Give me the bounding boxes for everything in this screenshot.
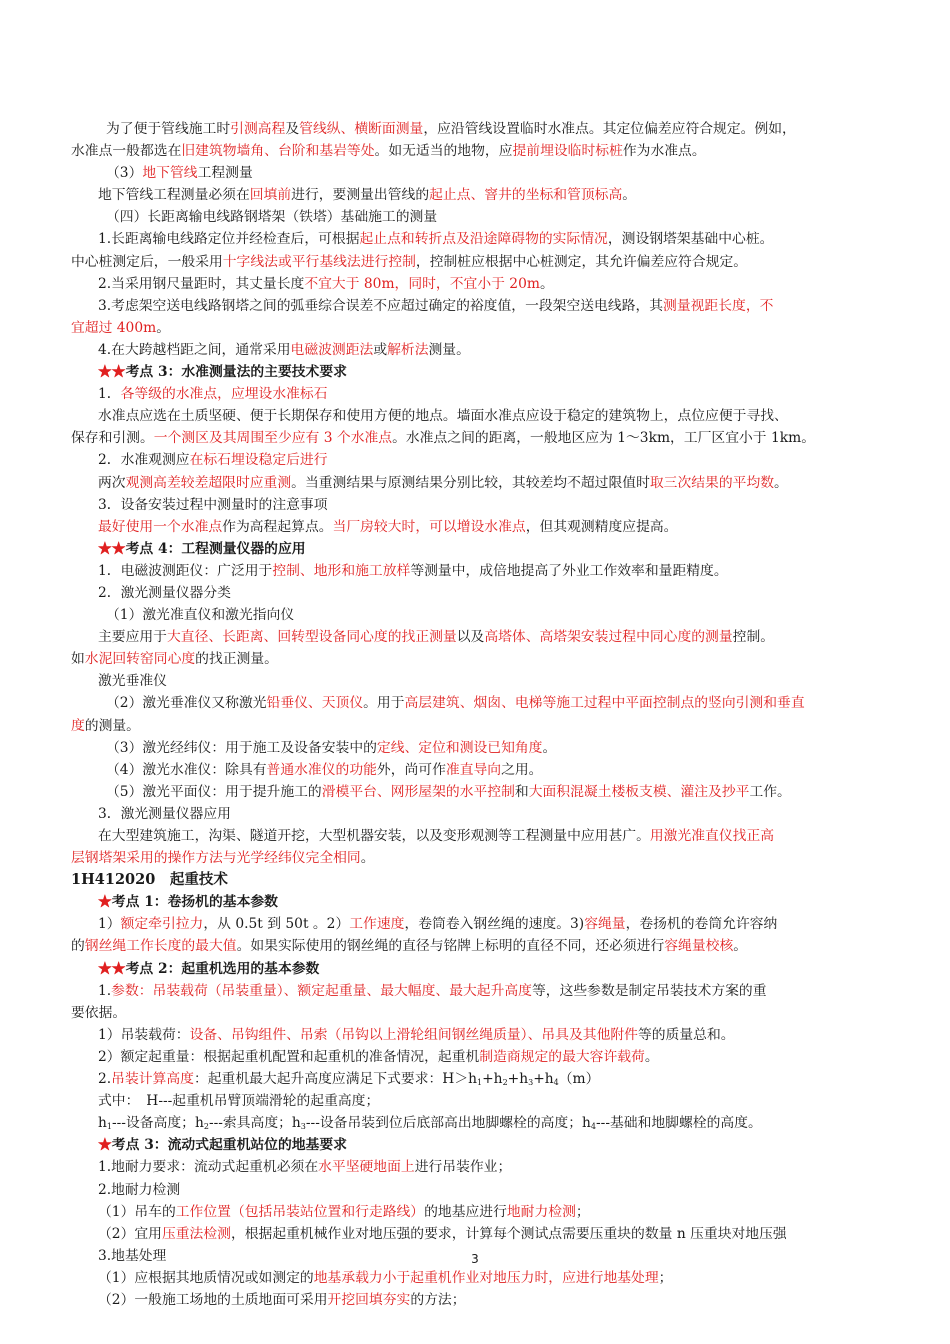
plain-text: （四）长距离输电线路钢塔架（铁塔）基础施工的测量	[106, 209, 438, 226]
highlight-text: 钢丝绳工作长度的最大值	[84, 938, 237, 955]
plain-text: 以及	[456, 629, 485, 646]
plain-text: 4.在大跨越档距之间，通常采用	[98, 341, 291, 358]
subscript: 4	[590, 1122, 596, 1132]
star-icon: ★★	[98, 960, 126, 977]
plain-text: 进行，要测量出管线的	[291, 187, 430, 204]
text-line	[0, 118, 950, 140]
plain-text: 。用于	[363, 695, 405, 712]
section-heading	[0, 869, 950, 891]
plain-text: ，控制桩应根据中心桩测定，其允许偏差应符合规定。	[415, 253, 748, 270]
section-heading	[0, 1134, 950, 1156]
plain-text: 2．激光测量仪器分类	[98, 584, 231, 601]
highlight-text: 容绳量	[584, 916, 626, 933]
text-line	[0, 228, 950, 250]
highlight-text: 开挖回填夯实	[327, 1291, 411, 1308]
plain-text: 。	[644, 1048, 659, 1065]
plain-text: 。如无适当的地物，应	[374, 143, 513, 160]
plain-text: ---基础和地脚螺栓的高度。	[596, 1115, 762, 1132]
text-line	[0, 781, 950, 803]
text-line	[0, 913, 950, 935]
plain-text: 测量。	[428, 341, 470, 358]
text-line	[0, 1201, 950, 1223]
text-line	[0, 648, 950, 670]
highlight-text: 不宜大于 80m，同时，不宜小于 20m	[304, 275, 540, 292]
plain-text: 保存和引测。	[71, 430, 154, 447]
plain-text: 的	[71, 938, 85, 955]
highlight-text: 宜超过 400m	[71, 319, 157, 336]
highlight-text: 层钢塔架采用的操作方法与光学经纬仪完全相同	[71, 850, 361, 867]
plain-text: 的地基应进行	[424, 1203, 507, 1220]
star-icon: ★★	[98, 540, 126, 557]
section-heading	[0, 538, 950, 560]
plain-text: 等，这些参数是制定吊装技术方案的重	[531, 982, 767, 999]
plain-text: 两次	[98, 474, 126, 491]
plain-text: 及	[285, 121, 300, 137]
plain-text: 的找正测量。	[195, 651, 278, 668]
plain-text: 要依据。	[71, 1004, 127, 1021]
highlight-text: 测量视距长度，不	[663, 297, 774, 314]
plain-text: 之用。	[501, 761, 543, 778]
subscript: 3	[300, 1122, 306, 1132]
plain-text: （2）激光垂准仪又称激光	[106, 695, 267, 712]
text-line	[0, 494, 950, 516]
plain-text: 。	[542, 739, 557, 756]
text-line	[0, 670, 950, 692]
plain-text: 。	[733, 938, 748, 955]
plain-text: 考点 1：卷扬机的基本参数	[111, 894, 278, 911]
plain-text: 等测量中，成倍地提高了外业工作效率和量距精度。	[410, 562, 728, 579]
plain-text: 式中： H---起重机吊臂顶端滑轮的起重高度；	[98, 1093, 380, 1110]
highlight-text: 引测高程	[230, 121, 286, 137]
text-line	[0, 427, 950, 449]
plain-text: 作为高程起算点。	[222, 518, 333, 535]
plain-text: 。	[360, 850, 375, 867]
text-line	[0, 759, 950, 781]
highlight-text: 制造商规定的最大容许载荷	[479, 1048, 645, 1065]
text-line	[0, 206, 950, 228]
plain-text: 进行吊装作业；	[414, 1159, 512, 1176]
text-line	[0, 449, 950, 471]
plain-text: 2.	[98, 1071, 112, 1088]
subscript: 2	[203, 1122, 209, 1132]
plain-text: 工程测量	[197, 165, 253, 182]
plain-text: 为了便于管线施工时	[106, 121, 231, 137]
plain-text: ---设备高度；h	[111, 1115, 204, 1132]
highlight-text: 参数：吊装载荷（吊装重量）、额定起重量、最大幅度、最大起升高度	[111, 982, 532, 999]
plain-text: 2.当采用钢尺量距时，其丈量长度	[98, 275, 305, 292]
highlight-text: 压重法检测	[161, 1225, 231, 1242]
text-line	[0, 383, 950, 405]
text-line	[0, 1156, 950, 1178]
plain-text: +h	[533, 1071, 554, 1088]
highlight-text: 最好使用一个水准点	[98, 518, 223, 535]
text-line	[0, 692, 950, 714]
text-line	[0, 405, 950, 427]
plain-text: （1）吊车的	[98, 1203, 176, 1220]
highlight-text: 回填前	[249, 187, 292, 204]
plain-text: （3）激光经纬仪：用于施工及设备安装中的	[106, 739, 377, 756]
highlight-text: 地基承载力小于起重机作业对地压力时，应进行地基处理	[313, 1269, 659, 1286]
text-line	[0, 715, 950, 737]
text-line	[0, 825, 950, 847]
plain-text: 。当重测结果与原测结果分别比较，其较差均不超过限值时	[291, 474, 650, 491]
plain-text: 。	[774, 474, 788, 491]
text-line	[0, 980, 950, 1002]
plain-text: 2．水准观测应	[98, 452, 190, 469]
plain-text: （1）应根据其地质情况或如测定的	[98, 1269, 314, 1286]
plain-text: 。	[539, 275, 554, 292]
plain-text: +h	[482, 1071, 503, 1088]
text-line	[0, 1289, 950, 1311]
highlight-text: 水平坚硬地面上	[318, 1159, 415, 1176]
highlight-text: 起止点、窨井的坐标和管顶标高	[429, 187, 623, 204]
star-icon: ★★	[98, 364, 126, 381]
plain-text: 考点 2：起重机选用的基本参数	[125, 960, 320, 977]
text-line	[0, 516, 950, 538]
highlight-text: 十字线法或平行基线法进行控制	[222, 253, 416, 270]
plain-text: 主要应用于	[98, 629, 167, 646]
star-icon: ★	[98, 894, 112, 911]
highlight-text: 当厂房较大时，可以增设水准点	[332, 518, 526, 535]
subscript: 4	[553, 1078, 559, 1088]
plain-text: 2）额定起重量：根据起重机配置和起重机的准备情况，起重机	[98, 1048, 480, 1065]
plain-text: 1.	[98, 982, 112, 999]
plain-text: ；	[658, 1269, 673, 1286]
plain-text: 在大型建筑施工，沟渠、隧道开挖，大型机器安装，以及变形观测等工程测量中应用甚广。	[98, 828, 650, 844]
text-line	[0, 339, 950, 361]
plain-text: 的方法；	[410, 1291, 466, 1308]
section-heading	[0, 891, 950, 913]
text-line	[0, 140, 950, 162]
highlight-text: 高层建筑、烟囱、电梯等施工过程中平面控制点的竖向引测和垂直	[404, 695, 805, 712]
highlight-text: 度	[71, 717, 85, 734]
plain-text: ：起重机最大起升高度应满足下式要求：H＞h	[193, 1071, 478, 1088]
highlight-text: 容绳量校核	[664, 938, 734, 955]
plain-text: ，测设钢塔架基础中心桩。	[607, 231, 774, 248]
subscript: 3	[528, 1078, 534, 1088]
plain-text: 和	[514, 783, 529, 800]
plain-text: （3）	[106, 165, 143, 182]
plain-text: ，卷扬机的卷筒允许容纳	[625, 916, 778, 933]
highlight-text: 定线、定位和测设已知角度	[376, 739, 543, 756]
plain-text: ，应沿管线设置临时水准点。其定位偏差应符合规定。例如，	[423, 121, 796, 137]
plain-text: 3．设备安装过程中测量时的注意事项	[98, 496, 328, 513]
plain-text: 或	[373, 341, 388, 358]
plain-text: ---索具高度；h	[208, 1115, 301, 1132]
section-heading	[0, 361, 950, 383]
plain-text: 。	[622, 187, 637, 204]
plain-text: 工作。	[749, 783, 791, 800]
section-heading	[0, 958, 950, 980]
plain-text: 2.地耐力检测	[98, 1181, 181, 1198]
text-line	[0, 1179, 950, 1201]
text-line	[0, 1002, 950, 1024]
plain-text: +h	[507, 1071, 529, 1088]
highlight-text: 水泥回转窑同心度	[84, 651, 196, 668]
star-icon: ★	[98, 1137, 112, 1154]
highlight-text: 工作速度	[349, 916, 405, 933]
highlight-text: 高塔体、高塔架安装过程中同心度的测量	[484, 629, 733, 646]
text-line	[0, 251, 950, 273]
plain-text: 3．激光测量仪器应用	[98, 805, 231, 822]
highlight-text: 滑模平台、网形屋架的水平控制	[321, 783, 515, 800]
highlight-text: 吊装计算高度	[111, 1071, 194, 1088]
highlight-text: 铅垂仪、天顶仪	[266, 695, 364, 712]
plain-text: 1.地耐力要求：流动式起重机必须在	[98, 1159, 319, 1176]
text-line	[0, 604, 950, 626]
plain-text: 等的质量总和。	[637, 1026, 735, 1043]
plain-text: 考点 4：工程测量仪器的应用	[125, 540, 306, 557]
plain-text: 1）吊装载荷：	[98, 1026, 190, 1043]
highlight-text: 旧建筑物墙角、台阶和基岩等处	[181, 143, 375, 160]
plain-text: 。水准点之间的距离，一般地区应为 1～3km，工厂区宜小于 1km。	[392, 430, 816, 447]
highlight-text: 各等级的水准点，应埋设水准标石	[120, 386, 328, 403]
plain-text: ---设备吊装到位后底部高出地脚螺栓的高度；h	[305, 1115, 591, 1132]
plain-text: ，但其观测精度应提高。	[525, 518, 678, 535]
plain-text: 中心桩测定后，一般采用	[71, 253, 223, 270]
plain-text: 3.考虑架空送电线路钢塔之间的弧垂综合误差不应超过确定的裕度值，一段架空送电线路，其	[98, 297, 664, 314]
plain-text: 3.地基处理	[98, 1247, 167, 1264]
highlight-text: 管线纵、横断面测量	[299, 121, 424, 137]
plain-text: 。	[156, 319, 170, 336]
highlight-text: 取三次结果的平均数	[649, 474, 775, 491]
plain-text: 外，尚可作	[376, 761, 446, 778]
highlight-text: 普通水准仪的功能	[266, 761, 377, 778]
plain-text: ，从 0.5t 到 50t 。2）	[203, 916, 350, 933]
text-line	[0, 317, 950, 339]
text-line	[0, 847, 950, 869]
plain-text: 1．电磁波测距仪：广泛用于	[98, 562, 273, 579]
highlight-text: 地下管线	[142, 165, 198, 182]
plain-text: 1H412020 起重技术	[71, 871, 228, 889]
plain-text: 的测量。	[84, 717, 140, 734]
text-line	[0, 1024, 950, 1046]
highlight-text: 地耐力检测	[506, 1203, 576, 1220]
subscript: 1	[106, 1122, 112, 1132]
plain-text: （5）激光平面仪：用于提升施工的	[106, 783, 322, 800]
plain-text: 水准点一般都选在	[71, 143, 182, 160]
text-line	[0, 1068, 950, 1090]
plain-text: 1.长距离输电线路定位并经检查后，可根据	[98, 231, 360, 248]
plain-text: （2）一般施工场地的土质地面可采用	[98, 1291, 328, 1308]
plain-text: 地下管线工程测量必须在	[98, 187, 250, 204]
plain-text: 水准点应选在土质坚硬、便于长期保存和使用方便的地点。墙面水准点应设于稳定的建筑物上，点位应便于寻找、	[98, 408, 788, 425]
plain-text: 激光垂准仪	[98, 673, 167, 690]
plain-text: （2）宜用	[98, 1225, 162, 1242]
plain-text: ，根据起重机械作业对地压强的要求，计算每个测试点需要压重块的数量 n 压重块对地压强	[230, 1225, 787, 1242]
highlight-text: 在标石埋设稳定后进行	[189, 452, 328, 469]
highlight-text: 大面积混凝土楼板支模、灌注及抄平	[528, 783, 750, 800]
plain-text: （m）	[558, 1071, 600, 1088]
highlight-text: 额定牵引拉力	[120, 916, 204, 933]
plain-text: 考点 3：水准测量法的主要技术要求	[125, 364, 347, 381]
highlight-text: 解析法	[387, 341, 429, 358]
plain-text: （1）激光准直仪和激光指向仪	[106, 607, 295, 624]
plain-text: 1．	[98, 386, 121, 403]
plain-text: 考点 3：流动式起重机站位的地基要求	[111, 1137, 347, 1154]
highlight-text: 控制、地形和施工放样	[272, 562, 411, 579]
text-line	[0, 295, 950, 317]
text-line	[0, 472, 950, 494]
plain-text: h	[98, 1115, 107, 1132]
highlight-text: 工作位置（包括吊装站位置和行走路线）	[175, 1203, 425, 1220]
plain-text: 作为水准点。	[622, 143, 706, 160]
subscript: 1	[477, 1078, 483, 1088]
text-line	[0, 560, 950, 582]
highlight-text: 提前埋设临时标桩	[512, 143, 623, 160]
plain-text: ；	[575, 1203, 590, 1220]
text-line	[0, 184, 950, 206]
text-line	[0, 1223, 950, 1245]
highlight-text: 设备、吊钩组件、吊索（吊钩以上滑轮组间钢丝绳质量）、吊具及其他附件	[189, 1026, 638, 1043]
text-line	[0, 273, 950, 295]
plain-text: 控制。	[732, 629, 775, 646]
highlight-text: 大直径、长距离、回转型设备同心度的找正测量	[166, 629, 457, 646]
highlight-text: 准直导向	[445, 761, 502, 778]
subscript: 2	[502, 1078, 508, 1088]
text-line	[0, 935, 950, 957]
plain-text: 1）	[98, 916, 121, 933]
text-line	[0, 626, 950, 648]
highlight-text: 一个测区及其周围至少应有 3 个水准点	[153, 430, 393, 447]
plain-text: （4）激光水准仪：除具有	[106, 761, 267, 778]
highlight-text: 起止点和转折点及沿途障碍物的实际情况	[359, 231, 608, 248]
highlight-text: 电磁波测距法	[290, 341, 374, 358]
highlight-text: 用激光准直仪找正高	[649, 828, 775, 844]
text-line	[0, 582, 950, 604]
text-line	[0, 1090, 950, 1112]
plain-text: 如	[71, 651, 85, 668]
text-line	[0, 1267, 950, 1289]
highlight-text: 观测高差较差超限时应重测	[125, 474, 292, 491]
plain-text: 。如果实际使用的钢丝绳的直径与铭牌上标明的直径不同，还必须进行	[236, 938, 665, 955]
text-line	[0, 737, 950, 759]
plain-text: ，卷筒卷入钢丝绳的速度。3)	[404, 916, 585, 933]
text-line	[0, 162, 950, 184]
document-body	[0, 118, 950, 1311]
text-line	[0, 1112, 950, 1134]
text-line	[0, 1046, 950, 1068]
text-line	[0, 803, 950, 825]
page-number: 3	[471, 1252, 479, 1266]
